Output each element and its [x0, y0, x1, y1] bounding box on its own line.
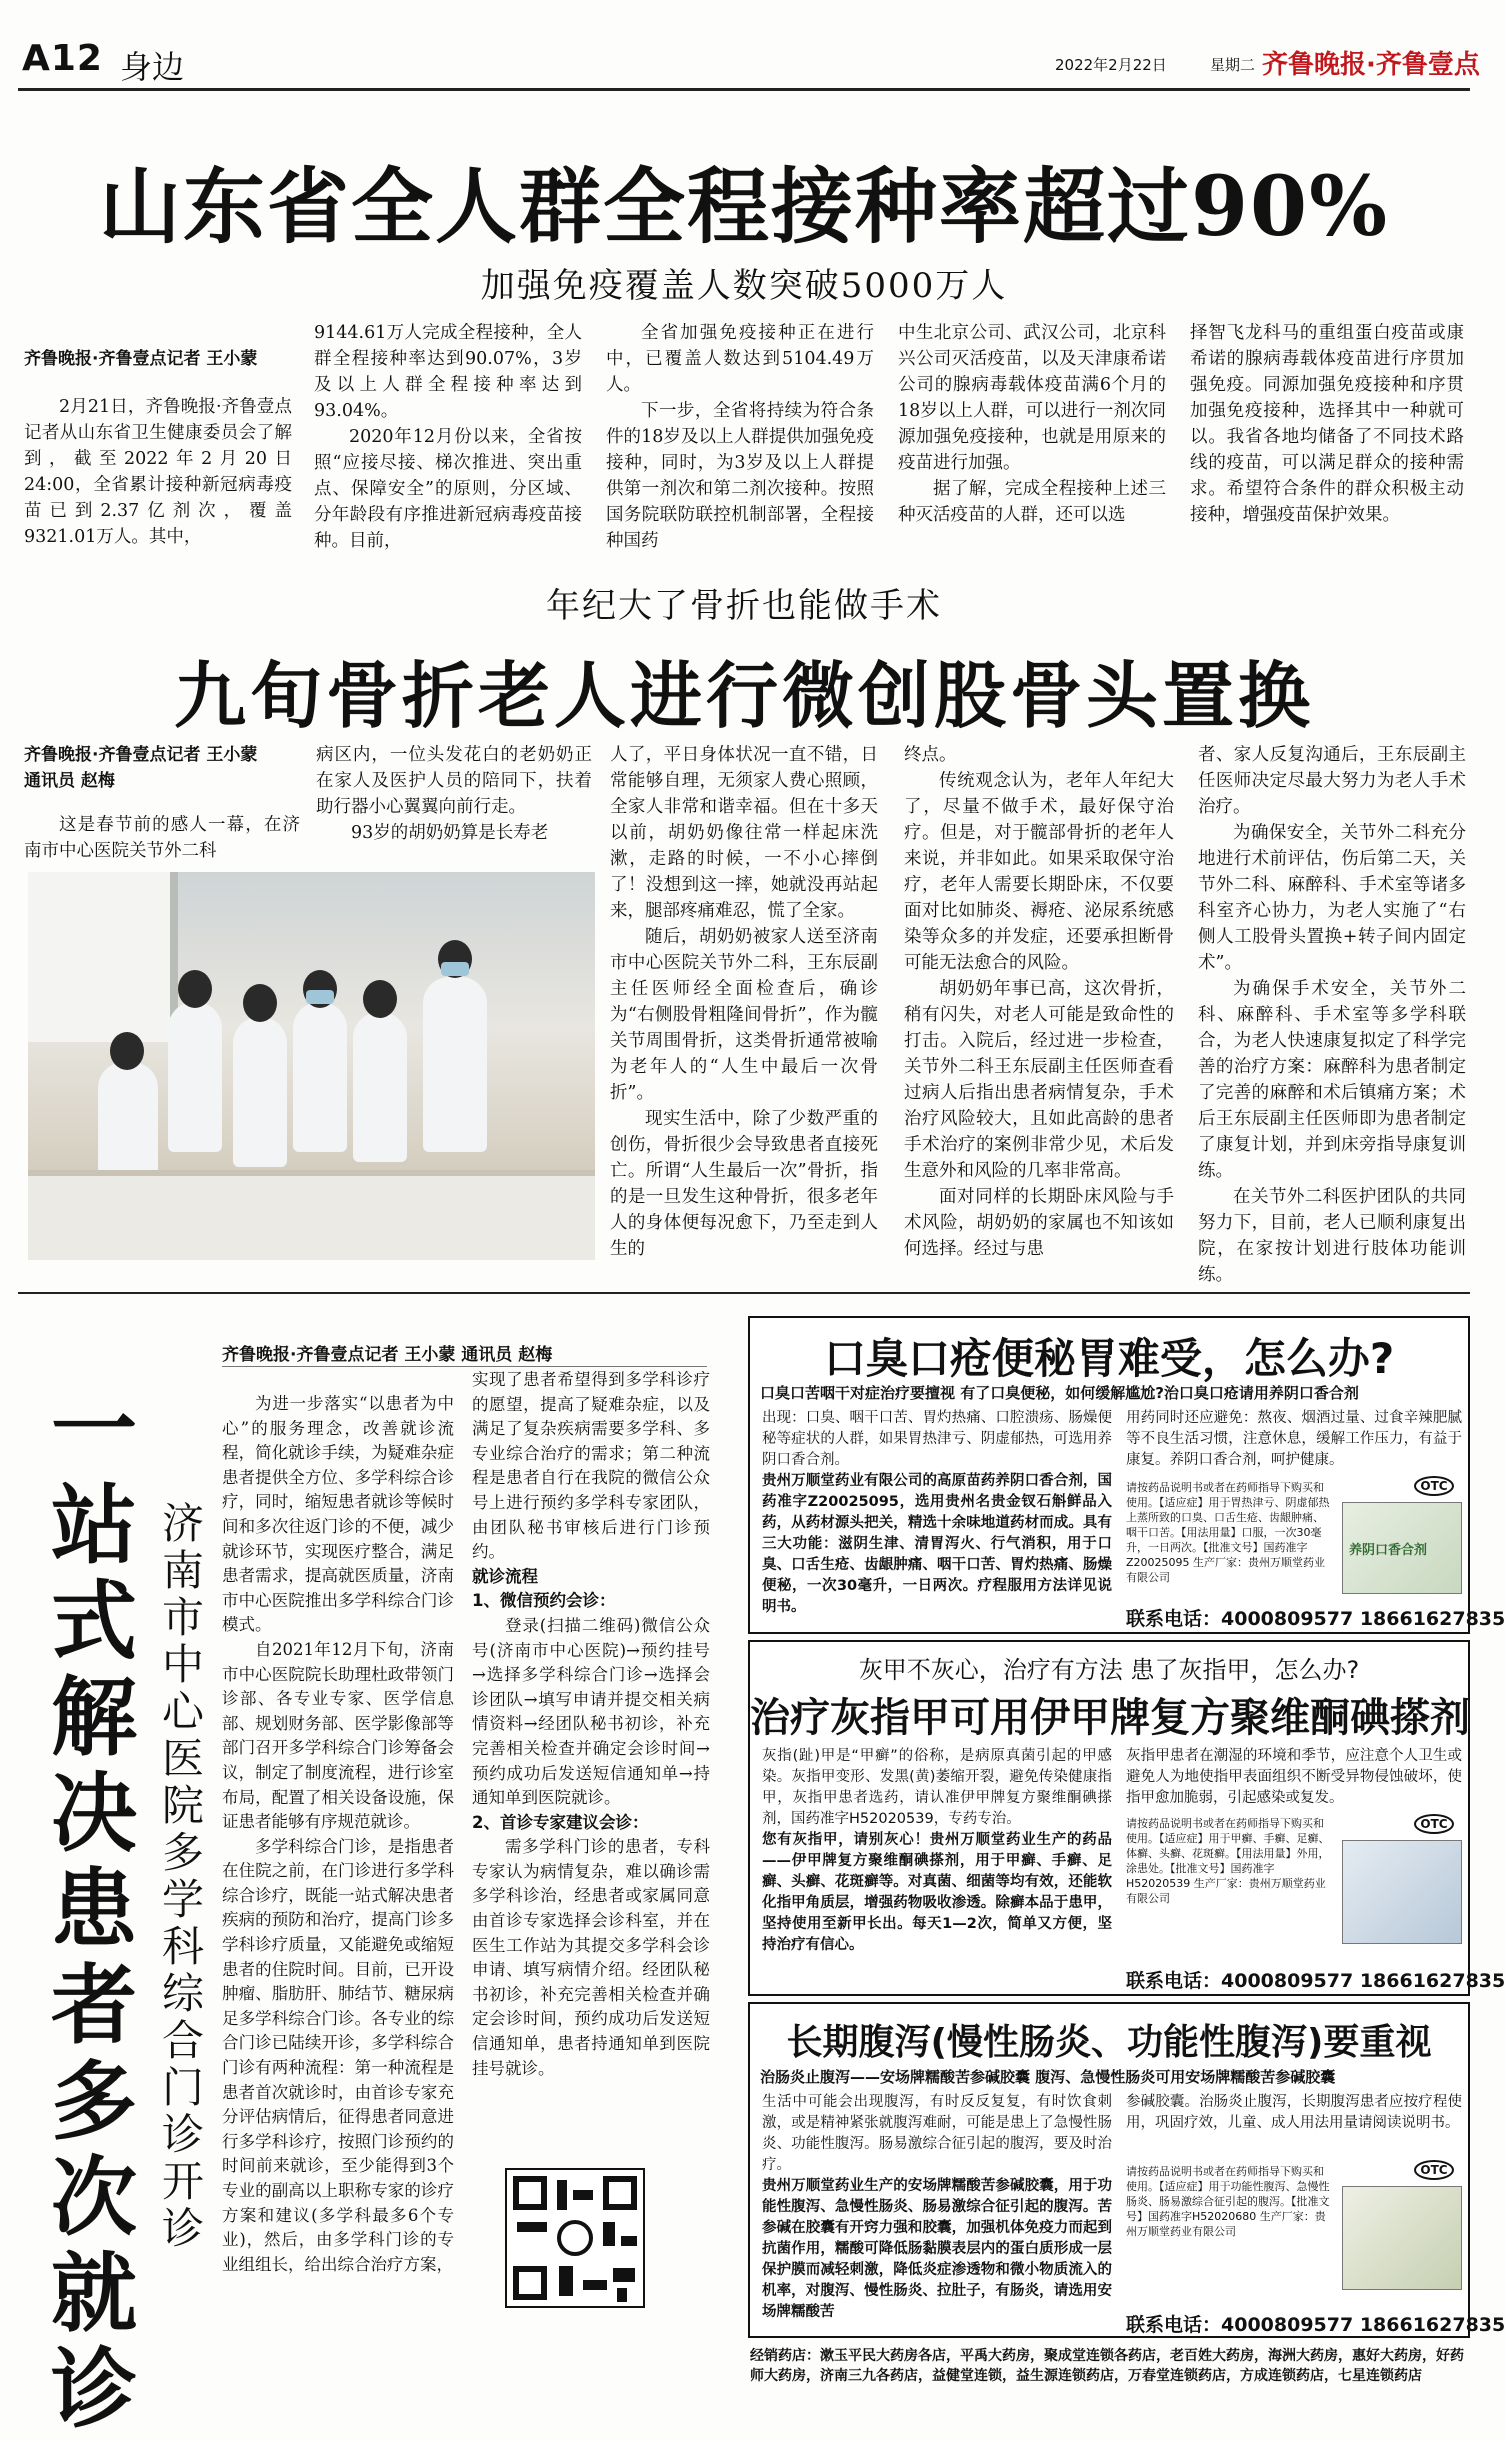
article1-column-4: [898, 320, 1166, 536]
article2-para: 人了，平日身体状况一直不错，日常能够自理，无须家人费心照顾，全家人非常和谐幸福。但在十多天以前，胡奶奶像往常一样起床洗漱，走路的时候，一不小心摔倒了！没想到这一摔，她就没再站起来，腿部疼痛难忍，慌了全家。: [610, 745, 878, 921]
page-number: A12: [22, 38, 103, 79]
ad2-headline: 治疗灰指甲可用伊甲牌复方聚维酮碘搽剂: [750, 1695, 1470, 1741]
article1-para: 中生北京公司、武汉公司，北京科兴公司灭活疫苗，以及天津康希诺公司的腺病毒载体疫苗满6个月的18岁以上人群，可以进行一剂次同源加强免疫接种，也就是用原来的疫苗进行加强。: [898, 323, 1166, 473]
news-photo: [28, 872, 595, 1260]
article1-para: 下一步，全省将持续为符合条件的18岁及以上人群提供加强免疫接种，同时，为3岁及以上人群提供第一剂次和第二剂次接种。按照国务院联防联控机制部署，全程接种国药: [606, 401, 874, 551]
ad1-fineprint: 请按药品说明书或者在药师指导下购买和使用。【适应症】用于胃热津亏、阴虚郁热上蒸所致的口臭、口舌生疮、齿龈肿痛、咽干口苦。【用法用量】口服，一次30毫升，一日两次。【批准文号】国药准字Z20025095 生产厂家：贵州万顺堂药业有限公司: [1126, 1481, 1330, 1584]
ad3-headline: 长期腹泻(慢性肠炎、功能性腹泻)要重视: [786, 2022, 1432, 2063]
article2-column-3: [610, 742, 878, 1262]
ad2-product-image: [1342, 1840, 1462, 1944]
ad1-subheadline: 口臭口苦咽干对症治疗要擅视 有了口臭便秘，如何缓解尴尬?治口臭口疮请用养阴口香合剂: [760, 1384, 1359, 1402]
ad1-body-right: 用药同时还应避免：熬夜、烟酒过量、过食辛辣肥腻等不良生活习惯，注意休息，缓解工作压力，有益于康复。养阴口香合剂，呵护健康。: [1126, 1410, 1462, 1468]
ad3-body: [762, 2092, 1112, 2334]
ad2-kicker: 灰甲不灰心，治疗有方法 患了灰指甲，怎么办?: [858, 1656, 1360, 1684]
photo-head: [243, 984, 277, 1022]
ad1-para: 出现：口臭、咽干口苦、胃灼热痛、口腔溃疡、肠燥便秘等症状的人群，如果胃热津亏、阴虚郁热，可选用养阴口香合剂。: [762, 1410, 1112, 1468]
photo-bed: [28, 1170, 595, 1260]
ad2-para: 灰指(趾)甲是“甲癣”的俗称，是病原真菌引起的甲感染。灰指甲变形、发黑(黄)萎缩开裂，避免传染健康指甲，灰指甲患者选药，请认准伊甲牌复方聚维酮碘搽剂，国药准字H52020539，专药专治。: [762, 1748, 1112, 1827]
ad1-otc-badge: OTC: [1414, 1476, 1454, 1496]
article2-para: 胡奶奶年事已高，这次骨折，稍有闪失，对老人可能是致命性的打击。入院后，经过进一步检查，关节外二科王东辰副主任医师查看过病人后指出患者病情复杂，手术治疗风险较大，且如此高龄的患者手术治疗的案例非常少见，术后发生意外和风险的几率非常高。: [904, 979, 1174, 1181]
ad3-phone: 联系电话：4000809577 18661627835: [1126, 2314, 1505, 2336]
article1-subheadline: 加强免疫覆盖人数突破5000万人: [480, 266, 1008, 306]
article2-para: 为确保手术安全，关节外二科、麻醉科、手术室等多学科联合，为老人快速康复拟定了科学完善的治疗方案：麻醉科为患者制定了完善的麻醉和术后镇痛方案；术后王东辰副主任医师即为患者制定了康复计划，并到床旁指导康复训练。: [1198, 979, 1466, 1181]
article3-vertical-headline: 一站式解决患者多次就诊: [51, 1379, 137, 2440]
article3-column-2: [472, 1368, 710, 2148]
ad-box-3: [748, 2002, 1505, 2338]
photo-figure: [293, 1002, 347, 1152]
photo-figure: [423, 977, 487, 1152]
article1-headline: 山东省全人群全程接种率超过90%: [98, 159, 1390, 255]
qr-finder: [513, 2266, 547, 2300]
photo-mask: [306, 990, 334, 1004]
photo-mask: [441, 962, 469, 976]
article1-para: 全省加强免疫接种正在进行中，已覆盖人数达到5104.49万人。: [606, 323, 874, 395]
article1-column-5: [1190, 320, 1464, 536]
qr-logo: [557, 2220, 593, 2256]
article2-para: 93岁的胡奶奶算是长寿老: [351, 823, 549, 843]
article3-para: 实现了患者希望得到多学科诊疗的愿望，提高了疑难杂症，以及满足了复杂疾病需要多学科、多专业综合治疗的需求；第二种流程是患者自行在我院的微信公众号上进行预约多学科专家团队，由团队秘书审核后进行门诊预约。: [472, 1370, 710, 1562]
qr-module: [517, 2222, 547, 2232]
article3-para: 为进一步落实“以患者为中心”的服务理念，改善就诊流程，简化就诊手续，为疑难杂症患者提供全方位、多学科综合诊疗，同时，缩短患者就诊等候时间和多次往返门诊的不便，减少就诊环节，实现医疗整合，满足患者需求，提高就医质量，济南市中心医院推出多学科综合门诊模式。: [222, 1394, 454, 1635]
ad3-fineprint: 请按药品说明书或者在药师指导下购买和使用。【适应症】用于功能性腹泻、急慢性肠炎、肠易激综合征引起的腹泻。【批准文号】国药准字H52020680 生产厂家：贵州万顺堂药业有限公司: [1126, 2165, 1330, 2238]
article2-para: 面对同样的长期卧床风险与手术风险，胡奶奶的家属也不知该如何选择。经过与患: [904, 1187, 1174, 1259]
qr-module: [621, 2236, 637, 2246]
qr-module: [557, 2180, 567, 2210]
article3-column-1: [222, 1392, 454, 2372]
ad1-pack-label: 养阴口香合剂: [1349, 1543, 1428, 1558]
article2-para: 现实生活中，除了少数严重的创伤，骨折很少会导致患者直接死亡。所谓“人生最后一次”骨折，指的是一旦发生这种骨折，很多老年人的身体便每况愈下，乃至走到人生的: [610, 1109, 878, 1259]
pharmacy-list: 经销药店：漱玉平民大药房各店，平禹大药房，聚成堂连锁各药店，老百姓大药房，海洲大药房，惠好大药房，好药师大药房，济南三九各药店，益健堂连锁，益生源连锁药店，万春堂连锁药店，方成连锁药店，七星连锁药店: [750, 2348, 1464, 2384]
article2-para: 病区内，一位头发花白的老奶奶正在家人及医护人员的陪同下，扶着助行器小心翼翼向前行走。: [316, 745, 592, 817]
ad2-otc-badge: OTC: [1414, 1814, 1454, 1834]
ad3-para: 贵州万顺堂药业生产的安场牌糯酸苦参碱胶囊，用于功能性腹泻、急慢性肠炎、肠易激综合征引起的腹泻。苦参碱在胶囊有开窍力强和胶囊，加强机体免疫力而起到抗菌作用，糯酸可降低肠黏膜表层内的蛋白质形成一层保护膜而减轻刺激，降低炎症渗透物和微小物质流入的机率，对腹泻、慢性肠炎、拉肚子，有肠炎，请选用安场牌糯酸苦: [762, 2178, 1112, 2320]
header-rule: [18, 88, 1470, 91]
photo-figure: [233, 1017, 287, 1167]
ad2-phone: 联系电话：4000809577 18661627835: [1126, 1970, 1505, 1992]
article1-para: 择智飞龙科马的重组蛋白疫苗或康希诺的腺病毒载体疫苗进行序贯加强免疫。同源加强免疫接种和序贯加强免疫接种，选择其中一种就可以。我省各地均储备了不同技术路线的疫苗，可以满足群众的接种需求。希望符合条件的群众积极主动接种，增强疫苗保护效果。: [1190, 323, 1464, 525]
ad1-body: [762, 1408, 1112, 1628]
ad3-body-right: 参碱胶囊。治肠炎止腹泻，长期腹泻患者应按疗程使用，巩固疗效，儿童、成人用法用量请阅读说明书。: [1126, 2094, 1462, 2131]
masthead-logo: [1262, 44, 1480, 81]
qr-module: [583, 2280, 607, 2290]
qr-module: [617, 2288, 627, 2302]
photo-head: [363, 980, 397, 1018]
ad1-product-image: [1342, 1502, 1462, 1594]
wechat-qr-code[interactable]: [505, 2168, 645, 2308]
qr-finder: [513, 2176, 547, 2210]
qr-finder: [603, 2176, 637, 2210]
qr-module: [559, 2266, 573, 2296]
article3-byline: 齐鲁晚报·齐鲁壹点记者 王小蒙 通讯员 赵梅: [222, 1345, 553, 1365]
article2-para: 为确保安全，关节外二科充分地进行术前评估，伤后第二天，关节外二科、麻醉科、手术室等诸多科室齐心协力，为老人实施了“右侧人工股骨头置换+转子间内固定术”。: [1198, 823, 1466, 973]
article2-kicker: 年纪大了骨折也能做手术: [546, 586, 942, 626]
ad2-body: [762, 1746, 1112, 1990]
article2-byline-2: 通讯员 赵梅: [24, 771, 115, 791]
article2-para: 终点。: [904, 745, 957, 765]
section-name: 身边: [120, 48, 185, 86]
ad3-subheadline: 治肠炎止腹泻——安场牌糯酸苦参碱胶囊 腹泻、急慢性肠炎可用安场牌糯酸苦参碱胶囊: [760, 2068, 1336, 2086]
article2-column-4: [904, 742, 1174, 1262]
article2-para: 者、家人反复沟通后，王东辰副主任医师决定尽最大努力为老人手术治疗。: [1198, 745, 1466, 817]
article2-para: 在关节外二科医护团队的共同努力下，目前，老人已顺利康复出院，在家按计划进行肢体功能训练。: [1198, 1187, 1466, 1285]
ad2-body-right: 灰指甲患者在潮湿的环境和季节，应注意个人卫生或避免人为地使指甲表面组织不断受异物侵蚀破坏，使指甲愈加脆弱，引起感染或复发。: [1126, 1748, 1462, 1806]
masthead-text: 齐鲁晚报·齐鲁壹点: [1262, 50, 1480, 80]
ad3-para: 生活中可能会出现腹泻，有时反反复复，有时饮食刺激，或是精神紧张就腹泻难耐，可能是患上了急慢性肠炎、功能性腹泻。肠易激综合征引起的腹泻，要及时治疗。: [762, 2094, 1112, 2173]
ad3-product-image: [1342, 2186, 1462, 2290]
article3-byline-rule: [222, 1366, 707, 1367]
article2-lead: [24, 812, 300, 866]
article2-para: 这是春节前的感人一幕，在济南市中心医院关节外二科: [24, 815, 300, 861]
article2-headline: 九旬骨折老人进行微创股骨头置换: [173, 653, 1314, 738]
article1-para: 据了解，完成全程接种上述三种灭活疫苗的人群，还可以选: [898, 479, 1166, 525]
photo-window: [28, 872, 178, 1042]
article1-column-2: [314, 320, 582, 551]
article2-column-2: [316, 742, 592, 866]
article2-column-5: [1198, 742, 1466, 1285]
ad2-fineprint: 请按药品说明书或者在药师指导下购买和使用。【适应症】用于甲癣、手癣、足癣、体癣、头癣、花斑癣。【用法用量】外用，涂患处。【批准文号】国药准字H52020539 生产厂家：贵州万顺堂药业有限公司: [1126, 1817, 1330, 1905]
article2-para: 随后，胡奶奶被家人送至济南市中心医院关节外二科，王东辰副主任医师经全面检查后，确诊为“右侧股骨粗隆间骨折”，作为髋关节周围骨折，这类骨折通常被喻为老年人的“人生中最后一次骨折”。: [610, 927, 878, 1103]
ad1-headline: 口臭口疮便秘胃难受，怎么办?: [823, 1334, 1395, 1383]
article2-byline: 齐鲁晚报·齐鲁壹点记者 王小蒙: [24, 745, 258, 765]
article1-para: 9144.61万人完成全程接种，全人群全程接种率达到90.07%，3岁及以上人群全程接种率达到93.04%。: [314, 323, 582, 421]
qr-module: [613, 2268, 635, 2282]
article3-para: 需多学科门诊的患者，专科专家认为病情复杂，难以确诊需多学科诊治，经患者或家属同意由首诊专家选择会诊科室，并在医生工作站为其提交多学科会诊申请、填写病情介绍。经团队秘书初诊，补充完善相关检查并确定会诊时间，预约成功后发送短信通知单，患者持通知单到医院挂号就诊。: [472, 1837, 710, 2078]
article1-para: 2月21日，齐鲁晚报·齐鲁壹点记者从山东省卫生健康委员会了解到，截至2022年2月20日24:00，全省累计接种新冠病毒疫苗已到2.37亿剂次，覆盖9321.01万人。其中，: [24, 397, 292, 547]
photo-figure: [168, 1002, 222, 1152]
flow-title: 就诊流程: [472, 1566, 538, 1586]
ad-box-1: [748, 1316, 1505, 1634]
article3-para: 登录(扫描二维码)微信公众号(济南市中心医院)→预约挂号→选择多学科综合门诊→选择会诊团队→填写申请并提交相关病情资料→经团队秘书初诊，补充完善相关检查并确定会诊时间→预约成功后发送短信通知单→持通知单到医院就诊。: [472, 1615, 710, 1808]
issue-date: 2022年2月22日: [1055, 56, 1167, 74]
qr-module: [603, 2222, 615, 2246]
article1-byline: 齐鲁晚报·齐鲁壹点记者 王小蒙: [24, 349, 258, 369]
article1-column-1: [24, 394, 292, 547]
article3-para: 多学科综合门诊，是指患者在住院之前，在门诊进行多学科综合诊疗，既能一站式解决患者疾病的预防和治疗，提高门诊多学科诊疗质量，又能避免或缩短患者的住院时间。目前，已开设肿瘤、脂肪肝、肺结节、糖尿病足多学科综合门诊。各专业的综合门诊已陆续开诊，多学科综合门诊有两种流程：第一种流程是患者首次就诊时，由首诊专家充分评估病情后，征得患者同意进行多学科诊疗，按照门诊预约的时间前来就诊，至少能得到3个专业的副高以上职称专家的诊疗方案和建议(多学科最多6个专业)，然后，由多学科门诊的专业组组长，给出综合治疗方案，: [222, 1836, 454, 2274]
ad2-para: 您有灰指甲，请别灰心！贵州万顺堂药业生产的药品——伊甲牌复方聚维酮碘搽剂，用于甲癣、手癣、足癣、头癣、花斑癣等。对真菌、细菌等均有效，还能软化指甲角质层，增强药物吸收渗透。除癣本品于患甲，坚持使用至新甲长出。每天1—2次，简单又方便，坚持治疗有信心。: [762, 1832, 1112, 1953]
photo-head: [178, 970, 212, 1008]
article2-para: 传统观念认为，老年人年纪大了，尽量不做手术，最好保守治疗。但是，对于髋部骨折的老年人来说，并非如此。如果采取保守治疗，老年人需要长期卧床，不仅要面对比如肺炎、褥疮、泌尿系统感染等众多的并发症，还要承担断骨可能无法愈合的风险。: [904, 771, 1174, 973]
flow2-title: 2、首诊专家建议会诊：: [472, 1812, 649, 1832]
ad3-otc-badge: OTC: [1414, 2160, 1454, 2180]
qr-module: [573, 2190, 593, 2200]
photo-figure: [353, 1012, 407, 1162]
article1-para: 2020年12月份以来，全省按照“应接尽接、梯次推进、突出重点、保障安全”的原则，分区域、分年龄段有序推进新冠病毒疫苗接种。目前，: [314, 427, 582, 551]
issue-weekday: 星期二: [1210, 56, 1256, 74]
photo-head: [110, 1032, 144, 1070]
article3-para: 自2021年12月下旬，济南市中心医院院长助理杜政带领门诊部、各专业专家、医学信息部、规划财务部、医学影像部等部门召开多学科综合门诊筹备会议，制定了制度流程，进行诊室布局，配置了相关设备设施，保证患者能够有序规范就诊。: [222, 1639, 454, 1832]
ad1-phone: 联系电话：4000809577 18661627835: [1126, 1608, 1505, 1630]
flow1-title: 1、微信预约会诊：: [472, 1591, 616, 1611]
ad-box-2: [748, 1640, 1505, 1996]
section-rule: [18, 1292, 1470, 1294]
article1-column-3: [606, 320, 874, 551]
article3-vertical-subheadline: 济南市中心医院多学科综合门诊开诊: [161, 1499, 204, 2253]
ad1-para: 贵州万顺堂药业有限公司的高原苗药养阴口香合剂，国药准字Z20025095，选用贵州名贵金钗石斛鲜品入药，从药材源头把关，精选十余味地道药材而成。具有三大功能：滋阴生津、清胃泻火、行气消积，用于口臭、口舌生疮、齿龈肿痛、咽干口苦、胃灼热痛、肠燥便秘，一次30毫升，一日两次。疗程服用方法详见说明书。: [762, 1473, 1112, 1615]
